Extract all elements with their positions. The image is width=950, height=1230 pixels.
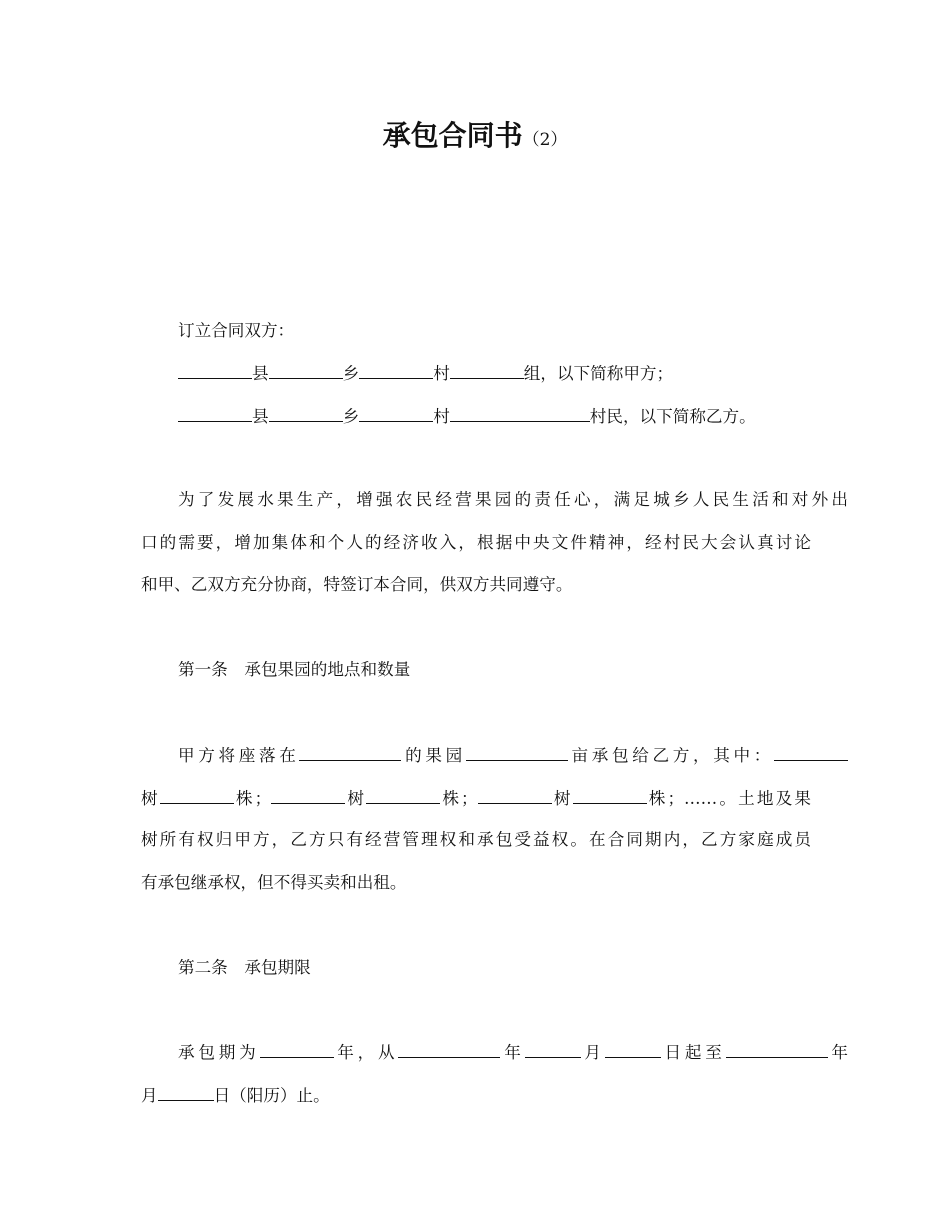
text: 月	[580, 1043, 605, 1062]
text: 村民，以下简称乙方。	[589, 407, 756, 426]
text: 株；	[233, 789, 272, 808]
text: 树	[551, 789, 573, 808]
blank-field[interactable]	[605, 1040, 661, 1058]
text: 日（阳历）止。	[213, 1086, 330, 1105]
text: 年，从	[333, 1043, 399, 1062]
article2-heading: 第二条 承包期限	[178, 958, 311, 977]
document-title	[0, 118, 950, 158]
preamble-line-1: 为了发展水果生产，增强农民经营果园的责任心，满足城乡人民生活和对外出	[178, 490, 848, 509]
blank-field[interactable]	[160, 786, 234, 804]
text: 年	[500, 1043, 525, 1062]
blank-field[interactable]	[450, 361, 524, 379]
party-b-line	[141, 404, 848, 429]
blank-field[interactable]	[299, 743, 401, 761]
blank-field[interactable]	[478, 786, 552, 804]
text: 组，以下简称甲方；	[523, 364, 674, 383]
article1-line-2	[141, 786, 811, 811]
blank-field[interactable]	[158, 1083, 214, 1101]
blank-field[interactable]	[450, 404, 590, 422]
text: 日起至	[660, 1043, 726, 1062]
blank-field[interactable]	[774, 743, 848, 761]
article1-line-1	[141, 743, 848, 768]
text: 乡	[342, 407, 360, 426]
preamble-line-2: 口的需要，增加集体和个人的经济收入，根据中央文件精神，经村民大会认真讨论	[141, 533, 811, 552]
title-main: 承包合同书	[382, 119, 523, 152]
article1-line-4: 有承包继承权，但不得买卖和出租。	[141, 873, 407, 892]
text: 村	[433, 407, 450, 426]
text: 亩承包给乙方，其中：	[567, 746, 775, 765]
text: 树	[345, 789, 367, 808]
blank-field[interactable]	[178, 361, 252, 379]
blank-field[interactable]	[573, 786, 647, 804]
parties-heading: 订立合同双方：	[178, 321, 295, 340]
title-suffix: （2）	[522, 130, 568, 150]
blank-field[interactable]	[178, 404, 252, 422]
blank-field[interactable]	[269, 361, 343, 379]
article1-heading: 第一条 承包果园的地点和数量	[178, 660, 411, 679]
article2-line-1	[141, 1040, 848, 1065]
blank-field[interactable]	[359, 361, 433, 379]
article1-line-3: 树所有权归甲方，乙方只有经营管理权和承包受益权。在合同期内，乙方家庭成员	[141, 830, 811, 849]
blank-field[interactable]	[366, 786, 440, 804]
text: 的果园	[401, 746, 466, 765]
text: 村	[433, 364, 450, 383]
blank-field[interactable]	[359, 404, 433, 422]
party-a-line	[141, 361, 848, 386]
blank-field[interactable]	[260, 1040, 334, 1058]
blank-field[interactable]	[271, 786, 345, 804]
text: 县	[252, 364, 269, 383]
text: 甲方将座落在	[178, 746, 300, 765]
text: 树	[141, 789, 160, 808]
text: 县	[252, 407, 269, 426]
article2-line-2	[141, 1083, 811, 1108]
text: 株；	[440, 789, 478, 808]
text: 乡	[342, 364, 360, 383]
text: 株；……。土地及果	[646, 789, 811, 808]
blank-field[interactable]	[466, 743, 568, 761]
text: 月	[141, 1086, 158, 1105]
blank-field[interactable]	[398, 1040, 500, 1058]
text: 承包期为	[178, 1043, 260, 1062]
text: 年	[827, 1043, 848, 1062]
blank-field[interactable]	[269, 404, 343, 422]
blank-field[interactable]	[525, 1040, 581, 1058]
blank-field[interactable]	[726, 1040, 828, 1058]
preamble-line-3: 和甲、乙双方充分协商，特签订本合同，供双方共同遵守。	[141, 575, 573, 594]
